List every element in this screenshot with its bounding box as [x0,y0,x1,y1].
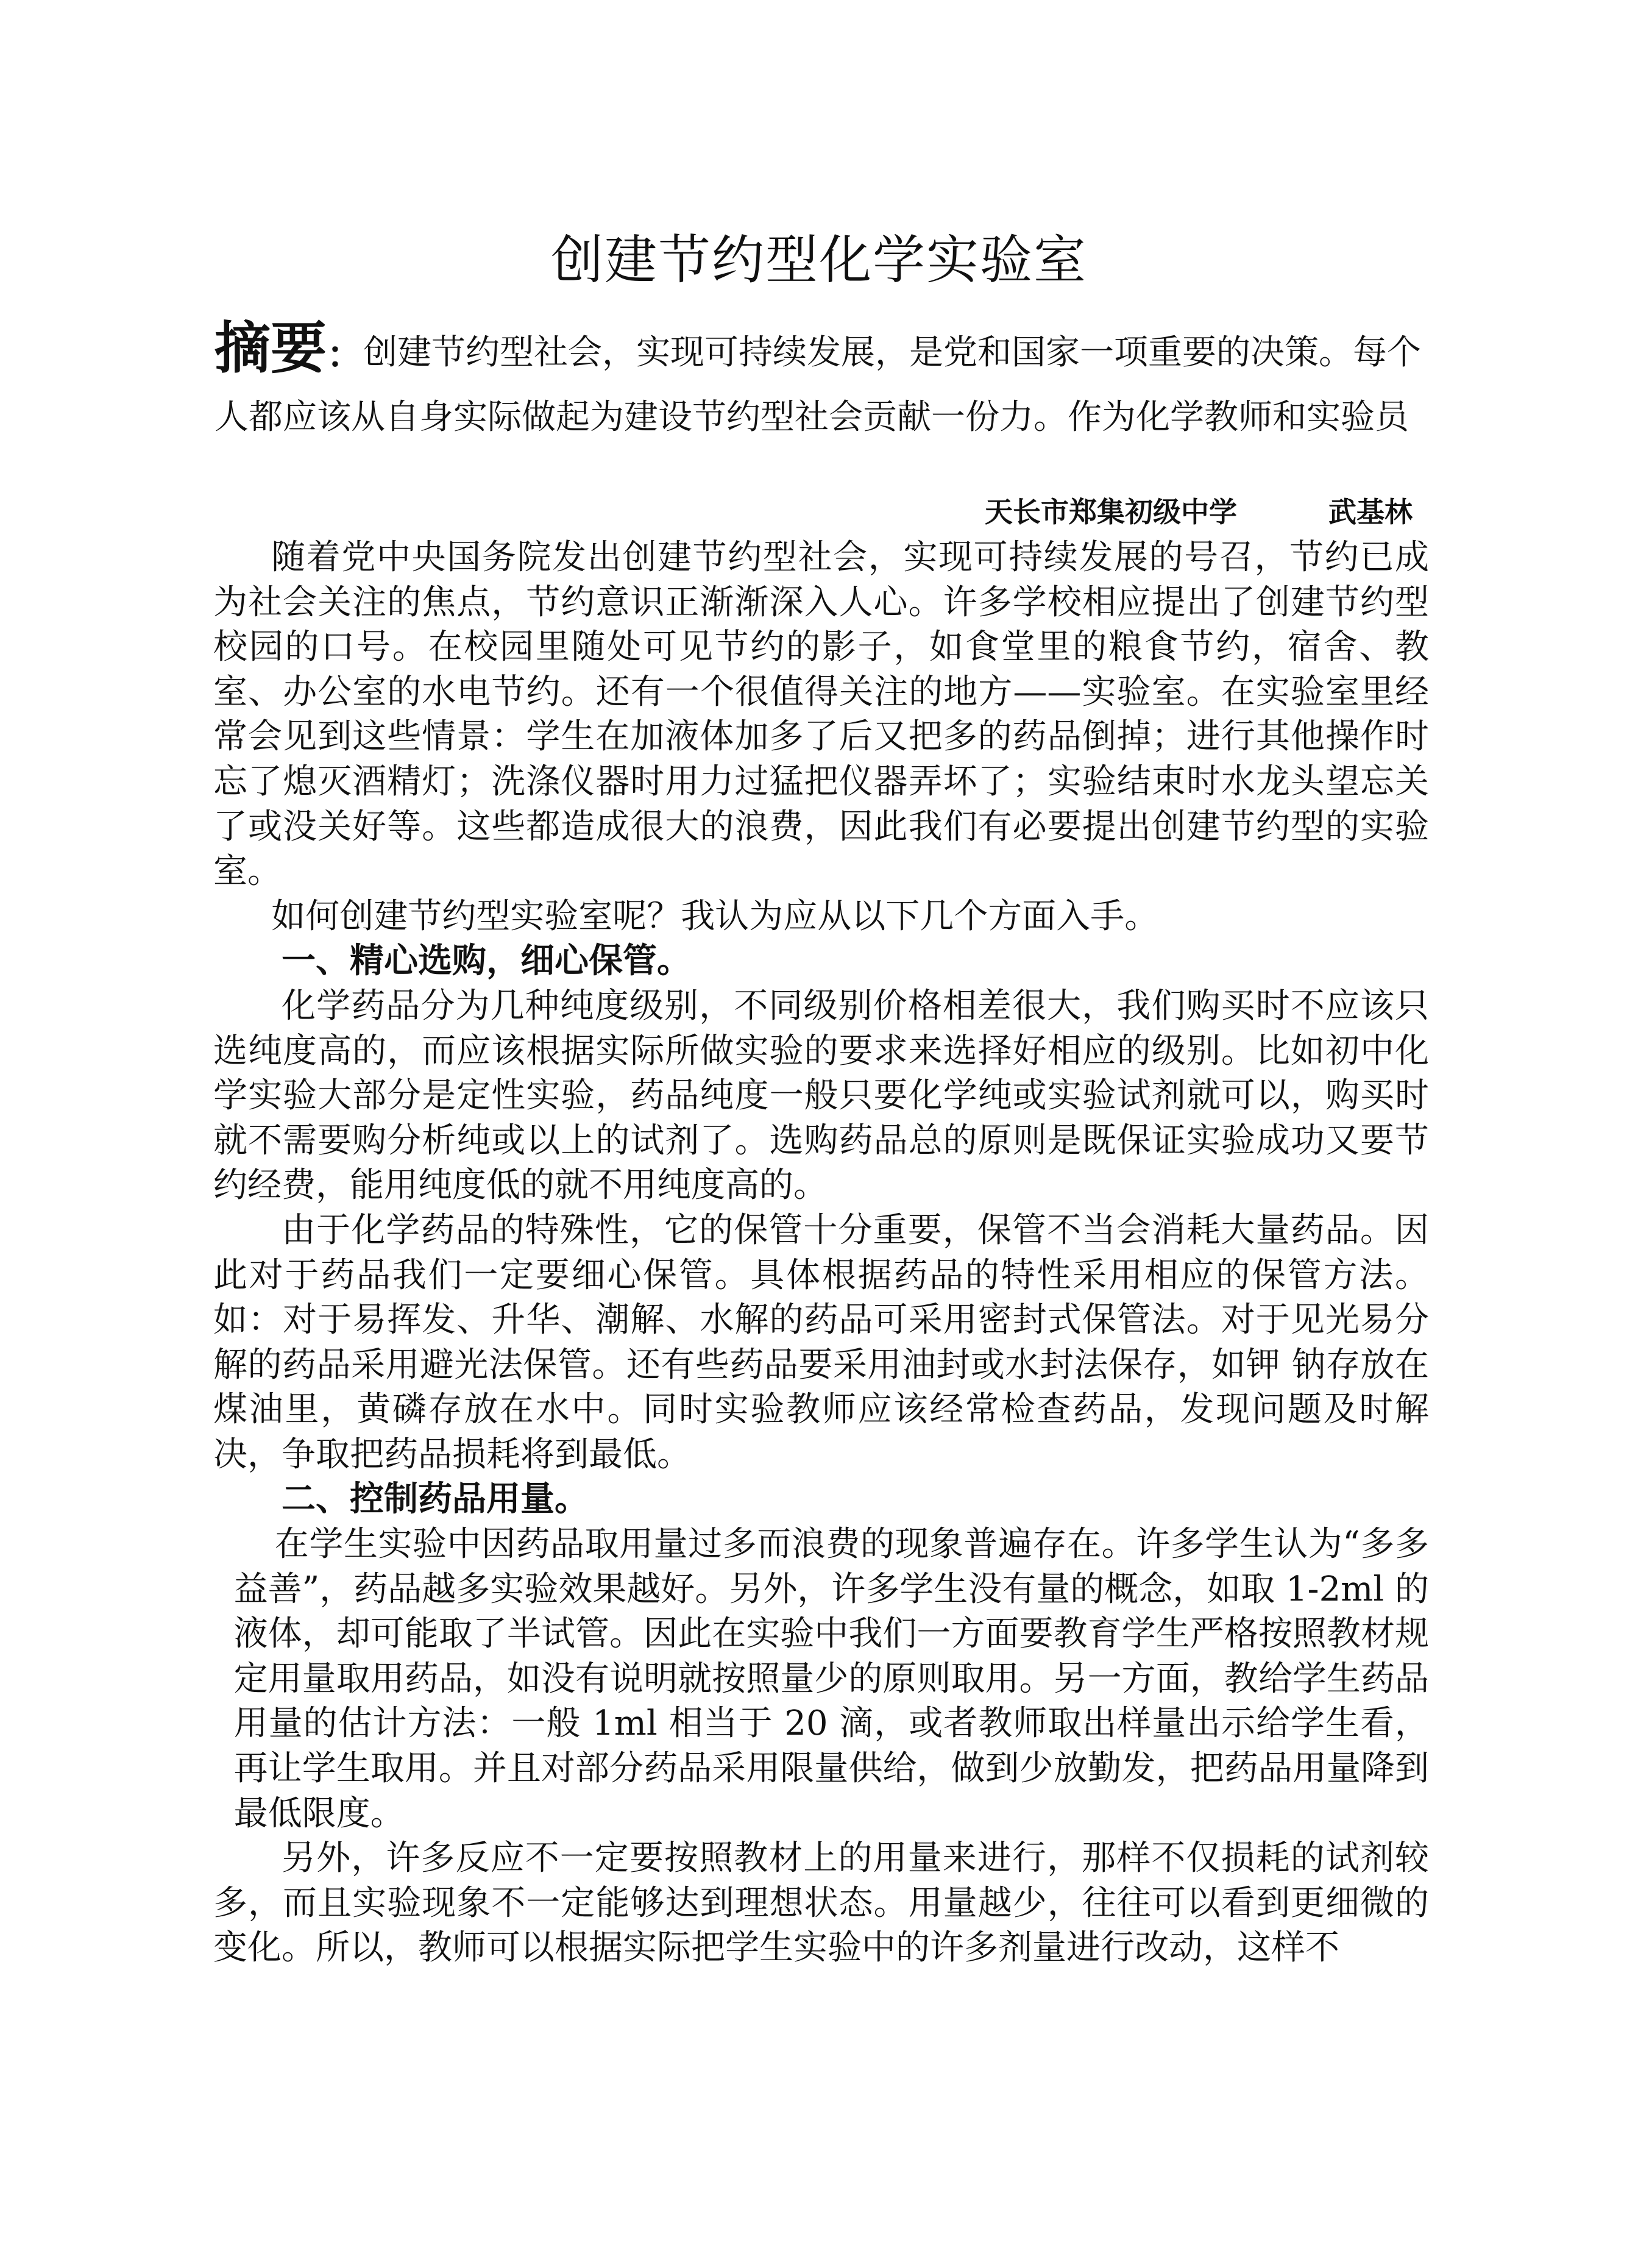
school-name: 天长市郑集初级中学 [985,496,1237,528]
section2-heading: 二、控制药品用量。 [282,1479,589,1520]
section1-paragraph-1: 化学药品分为几种纯度级别，不同级别价格相差很大，我们购买时不应该只选纯度高的，而应该根据实际所做实验的要求来选择好相应的级别。比如初中化学实验大部分是定性实验，药品纯度一般只要化学纯或实验试剂就可以，购买时就不需要购分析纯或以上的试剂了。选购药品总的原则是既保证实验成功又要节约经费，能用纯度低的就不用纯度高的。 [213,986,1429,1206]
abstract-label [214,315,363,381]
section2-paragraph-1: 在学生实验中因药品取用量过多而浪费的现象普遍存在。许多学生认为“多多益善”，药品越多实验效果越好。另外，许多学生没有量的概念，如取 1-2ml 的液体，却可能取了半试管。因此在实验中我们一方面要教育学生严格按照教材规定用量取用药品，如没有说明就按照量少的原则取用。另一方面，教给学生药品用量的估计方法：一般 1ml 相当于 20 滴，或者教师取出样量出示给学生看，再让学生取用。并且对部分药品采用限量供给，做到少放勤发，把药品用量降到最低限度。 [233,1524,1430,1833]
section2-paragraph-2: 另外，许多反应不一定要按照教材上的用量来进行，那样不仅损耗的试剂较多，而且实验现象不一定能够达到理想状态。用量越少，往往可以看到更细微的变化。所以，教师可以根据实际把学生实验中的许多剂量进行改动，这样不 [213,1838,1429,1968]
intro-paragraph-1: 随着党中央国务院发出创建节约型社会，实现可持续发展的号召，节约已成为社会关注的焦点，节约意识正渐渐深入人心。许多学校相应提出了创建节约型校园的口号。在校园里随处可见节约的影子，如食堂里的粮食节约，宿舍、教室、办公室的水电节约。还有一个很值得关注的地方——实验室。在实验室里经常会见到这些情景：学生在加液体加多了后又把多的药品倒掉；进行其他操作时忘了熄灭酒精灯；洗涤仪器时用力过猛把仪器弄坏了；实验结束时水龙头望忘关了或没关好等。这些都造成很大的浪费，因此我们有必要提出创建节约型的实验室。 [213,538,1429,892]
abstract-label-text: 摘要 [214,315,327,381]
document-title: 创建节约型化学实验室 [551,230,1087,291]
abstract-label-colon: ： [327,334,364,377]
abstract-text: 创建节约型社会，实现可持续发展，是党和国家一项重要的决策。每个人都应该从自身实际做起为建设节约型社会贡献一份力。作为化学教师和实验员 [214,333,1422,437]
section1-paragraph-2: 由于化学药品的特殊性，它的保管十分重要，保管不当会消耗大量药品。因此对于药品我们一定要细心保管。具体根据药品的特性采用相应的保管方法。如：对于易挥发、升华、潮解、水解的药品可采用密封式保管法。对于见光易分解的药品采用避光法保管。还有些药品要采用油封或水封法保存，如钾 钠存放在煤油里，黄磷存放在水中。同时实验教师应该经常检查药品，发现问题及时解决，争取把药品损耗将到最低。 [213,1210,1429,1474]
byline [985,494,1413,530]
abstract [214,317,1427,449]
body-text [213,535,1429,1971]
intro-paragraph-2: 如何创建节约型实验室呢？我认为应从以下几个方面入手。 [271,896,1159,936]
author-name: 武基林 [1328,496,1413,528]
section1-heading: 一、精心选购，细心保管。 [282,940,691,981]
